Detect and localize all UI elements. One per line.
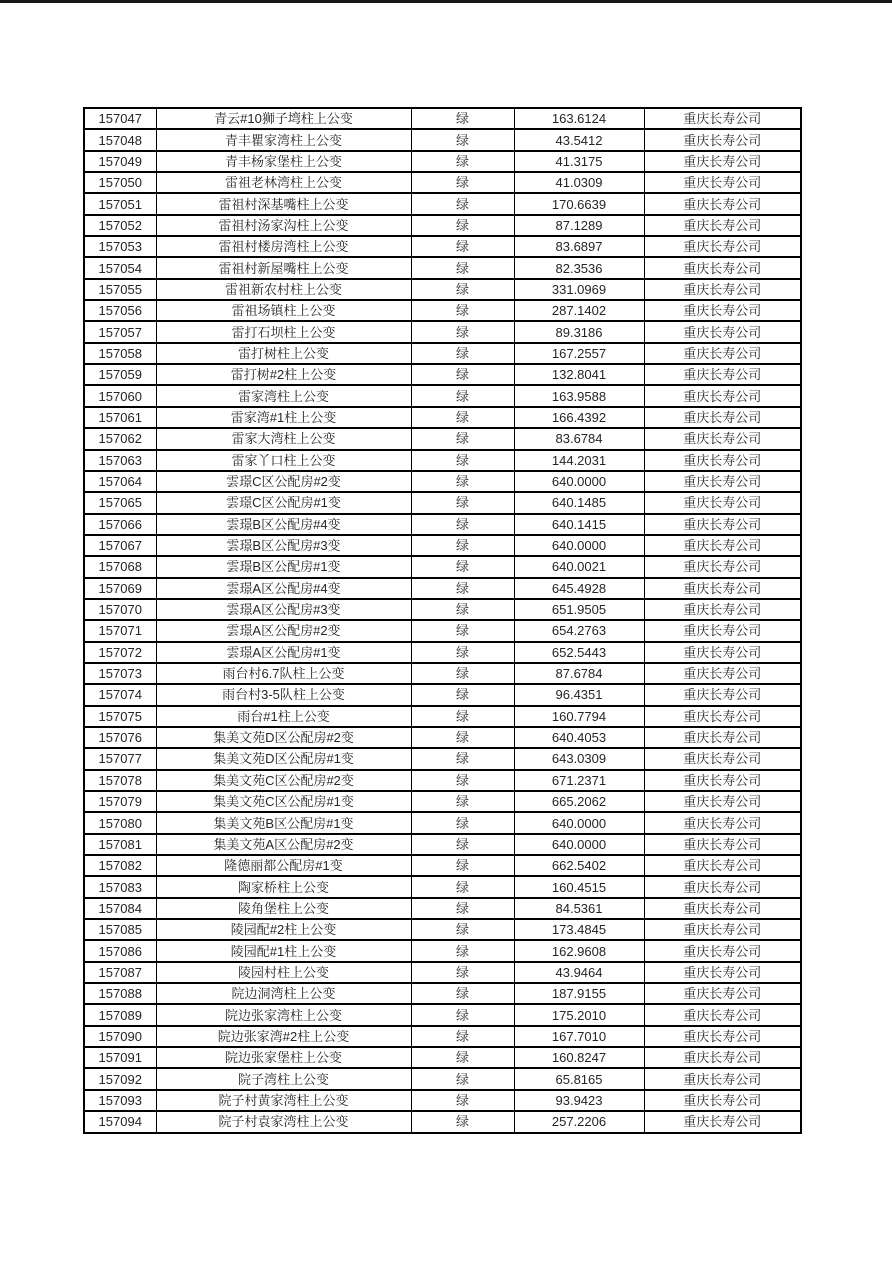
cell-transformer-name: 集美文苑D区公配房#1变 — [156, 748, 411, 769]
cell-row-id: 157059 — [84, 364, 156, 385]
cell-row-id: 157051 — [84, 193, 156, 214]
table-row — [84, 300, 801, 321]
cell-status: 绿 — [411, 450, 514, 471]
cell-value: 41.3175 — [514, 151, 644, 172]
cell-status: 绿 — [411, 343, 514, 364]
cell-value: 93.9423 — [514, 1090, 644, 1111]
cell-row-id: 157089 — [84, 1004, 156, 1025]
cell-row-id: 157084 — [84, 898, 156, 919]
page-top-rule — [0, 0, 892, 3]
cell-company: 重庆长寿公司 — [644, 450, 801, 471]
cell-value: 87.1289 — [514, 215, 644, 236]
cell-transformer-name: 雲璟A区公配房#3变 — [156, 599, 411, 620]
cell-value: 84.5361 — [514, 898, 644, 919]
cell-transformer-name: 雷家大湾柱上公变 — [156, 428, 411, 449]
cell-row-id: 157067 — [84, 535, 156, 556]
cell-company: 重庆长寿公司 — [644, 1026, 801, 1047]
cell-transformer-name: 青丰瞿家湾柱上公变 — [156, 129, 411, 150]
cell-status: 绿 — [411, 428, 514, 449]
cell-transformer-name: 陶家桥柱上公变 — [156, 876, 411, 897]
table-row — [84, 236, 801, 257]
cell-row-id: 157070 — [84, 599, 156, 620]
table-row — [84, 748, 801, 769]
cell-value: 144.2031 — [514, 450, 644, 471]
table-row — [84, 108, 801, 129]
table-row — [84, 1047, 801, 1068]
cell-status: 绿 — [411, 727, 514, 748]
cell-company: 重庆长寿公司 — [644, 215, 801, 236]
cell-company: 重庆长寿公司 — [644, 940, 801, 961]
cell-status: 绿 — [411, 300, 514, 321]
cell-value: 166.4392 — [514, 407, 644, 428]
cell-company: 重庆长寿公司 — [644, 343, 801, 364]
cell-company: 重庆长寿公司 — [644, 727, 801, 748]
cell-transformer-name: 雷打树#2柱上公变 — [156, 364, 411, 385]
cell-row-id: 157048 — [84, 129, 156, 150]
cell-transformer-name: 陵园配#1柱上公变 — [156, 940, 411, 961]
cell-status: 绿 — [411, 770, 514, 791]
cell-transformer-name: 雲璟A区公配房#4变 — [156, 578, 411, 599]
cell-company: 重庆长寿公司 — [644, 492, 801, 513]
cell-status: 绿 — [411, 535, 514, 556]
cell-status: 绿 — [411, 172, 514, 193]
cell-value: 160.8247 — [514, 1047, 644, 1068]
cell-row-id: 157065 — [84, 492, 156, 513]
cell-value: 640.0000 — [514, 471, 644, 492]
cell-transformer-name: 雷祖老林湾柱上公变 — [156, 172, 411, 193]
cell-company: 重庆长寿公司 — [644, 428, 801, 449]
cell-row-id: 157049 — [84, 151, 156, 172]
cell-status: 绿 — [411, 684, 514, 705]
cell-status: 绿 — [411, 962, 514, 983]
cell-row-id: 157073 — [84, 663, 156, 684]
table-row — [84, 1026, 801, 1047]
cell-value: 160.4515 — [514, 876, 644, 897]
table-row — [84, 492, 801, 513]
cell-row-id: 157050 — [84, 172, 156, 193]
cell-row-id: 157053 — [84, 236, 156, 257]
cell-company: 重庆长寿公司 — [644, 1068, 801, 1089]
cell-row-id: 157077 — [84, 748, 156, 769]
table-row — [84, 727, 801, 748]
cell-row-id: 157064 — [84, 471, 156, 492]
table-row — [84, 620, 801, 641]
cell-value: 257.2206 — [514, 1111, 644, 1132]
table-row — [84, 770, 801, 791]
cell-status: 绿 — [411, 471, 514, 492]
cell-transformer-name: 雷祖村深基嘴柱上公变 — [156, 193, 411, 214]
cell-company: 重庆长寿公司 — [644, 1004, 801, 1025]
cell-value: 87.6784 — [514, 663, 644, 684]
cell-status: 绿 — [411, 898, 514, 919]
cell-company: 重庆长寿公司 — [644, 556, 801, 577]
cell-row-id: 157085 — [84, 919, 156, 940]
table-row — [84, 343, 801, 364]
cell-company: 重庆长寿公司 — [644, 791, 801, 812]
cell-value: 89.3186 — [514, 321, 644, 342]
table-container — [83, 107, 800, 1134]
cell-transformer-name: 院边洞湾柱上公变 — [156, 983, 411, 1004]
cell-value: 170.6639 — [514, 193, 644, 214]
cell-company: 重庆长寿公司 — [644, 770, 801, 791]
cell-status: 绿 — [411, 215, 514, 236]
cell-value: 43.5412 — [514, 129, 644, 150]
cell-company: 重庆长寿公司 — [644, 834, 801, 855]
cell-company: 重庆长寿公司 — [644, 300, 801, 321]
cell-company: 重庆长寿公司 — [644, 642, 801, 663]
table-row — [84, 791, 801, 812]
cell-transformer-name: 雷家湾柱上公变 — [156, 385, 411, 406]
cell-row-id: 157058 — [84, 343, 156, 364]
cell-value: 665.2062 — [514, 791, 644, 812]
cell-status: 绿 — [411, 876, 514, 897]
cell-company: 重庆长寿公司 — [644, 364, 801, 385]
cell-transformer-name: 陵园村柱上公变 — [156, 962, 411, 983]
cell-transformer-name: 院边张家湾#2柱上公变 — [156, 1026, 411, 1047]
table-row — [84, 983, 801, 1004]
cell-row-id: 157063 — [84, 450, 156, 471]
cell-company: 重庆长寿公司 — [644, 898, 801, 919]
cell-transformer-name: 雨台村6.7队柱上公变 — [156, 663, 411, 684]
cell-value: 82.3536 — [514, 257, 644, 278]
cell-row-id: 157055 — [84, 279, 156, 300]
cell-transformer-name: 雨台村3-5队柱上公变 — [156, 684, 411, 705]
table-row — [84, 215, 801, 236]
cell-value: 162.9608 — [514, 940, 644, 961]
cell-transformer-name: 雲璟B区公配房#4变 — [156, 514, 411, 535]
cell-status: 绿 — [411, 407, 514, 428]
cell-company: 重庆长寿公司 — [644, 172, 801, 193]
cell-transformer-name: 青丰杨家堡柱上公变 — [156, 151, 411, 172]
cell-status: 绿 — [411, 364, 514, 385]
table-row — [84, 321, 801, 342]
cell-row-id: 157079 — [84, 791, 156, 812]
cell-value: 43.9464 — [514, 962, 644, 983]
cell-row-id: 157047 — [84, 108, 156, 129]
table-row — [84, 129, 801, 150]
cell-company: 重庆长寿公司 — [644, 108, 801, 129]
cell-company: 重庆长寿公司 — [644, 535, 801, 556]
table-row — [84, 1004, 801, 1025]
cell-transformer-name: 雨台#1柱上公变 — [156, 706, 411, 727]
table-row — [84, 257, 801, 278]
cell-value: 65.8165 — [514, 1068, 644, 1089]
cell-row-id: 157069 — [84, 578, 156, 599]
cell-status: 绿 — [411, 1004, 514, 1025]
cell-row-id: 157068 — [84, 556, 156, 577]
table-row — [84, 1111, 801, 1132]
table-row — [84, 663, 801, 684]
table-body — [84, 108, 801, 1133]
cell-row-id: 157054 — [84, 257, 156, 278]
cell-value: 640.0021 — [514, 556, 644, 577]
cell-value: 163.9588 — [514, 385, 644, 406]
cell-status: 绿 — [411, 151, 514, 172]
cell-company: 重庆长寿公司 — [644, 1047, 801, 1068]
cell-company: 重庆长寿公司 — [644, 1111, 801, 1132]
cell-value: 640.1415 — [514, 514, 644, 535]
cell-status: 绿 — [411, 385, 514, 406]
cell-value: 163.6124 — [514, 108, 644, 129]
cell-row-id: 157078 — [84, 770, 156, 791]
cell-company: 重庆长寿公司 — [644, 151, 801, 172]
table-row — [84, 706, 801, 727]
cell-company: 重庆长寿公司 — [644, 321, 801, 342]
cell-transformer-name: 雲璟B区公配房#1变 — [156, 556, 411, 577]
table-row — [84, 556, 801, 577]
cell-value: 640.0000 — [514, 834, 644, 855]
cell-transformer-name: 雷祖村汤家沟柱上公变 — [156, 215, 411, 236]
cell-status: 绿 — [411, 599, 514, 620]
table-row — [84, 599, 801, 620]
cell-transformer-name: 陵角堡柱上公变 — [156, 898, 411, 919]
cell-status: 绿 — [411, 279, 514, 300]
cell-company: 重庆长寿公司 — [644, 812, 801, 833]
cell-value: 132.8041 — [514, 364, 644, 385]
cell-value: 640.1485 — [514, 492, 644, 513]
cell-transformer-name: 集美文苑C区公配房#1变 — [156, 791, 411, 812]
cell-company: 重庆长寿公司 — [644, 684, 801, 705]
table-row — [84, 535, 801, 556]
cell-status: 绿 — [411, 129, 514, 150]
cell-transformer-name: 集美文苑B区公配房#1变 — [156, 812, 411, 833]
cell-company: 重庆长寿公司 — [644, 385, 801, 406]
table-row — [84, 1090, 801, 1111]
cell-status: 绿 — [411, 791, 514, 812]
cell-status: 绿 — [411, 578, 514, 599]
cell-transformer-name: 雷祖新农村柱上公变 — [156, 279, 411, 300]
table-row — [84, 172, 801, 193]
cell-status: 绿 — [411, 1068, 514, 1089]
cell-transformer-name: 院边张家堡柱上公变 — [156, 1047, 411, 1068]
cell-status: 绿 — [411, 492, 514, 513]
cell-row-id: 157082 — [84, 855, 156, 876]
transformer-table — [83, 107, 802, 1134]
cell-status: 绿 — [411, 620, 514, 641]
cell-company: 重庆长寿公司 — [644, 962, 801, 983]
cell-transformer-name: 院子村袁家湾柱上公变 — [156, 1111, 411, 1132]
cell-company: 重庆长寿公司 — [644, 748, 801, 769]
cell-status: 绿 — [411, 919, 514, 940]
cell-status: 绿 — [411, 556, 514, 577]
cell-transformer-name: 院子村黄家湾柱上公变 — [156, 1090, 411, 1111]
cell-company: 重庆长寿公司 — [644, 407, 801, 428]
cell-company: 重庆长寿公司 — [644, 706, 801, 727]
cell-transformer-name: 雲璟A区公配房#2变 — [156, 620, 411, 641]
cell-status: 绿 — [411, 642, 514, 663]
table-row — [84, 642, 801, 663]
cell-transformer-name: 雷家丫口柱上公变 — [156, 450, 411, 471]
cell-transformer-name: 雲璟A区公配房#1变 — [156, 642, 411, 663]
cell-value: 96.4351 — [514, 684, 644, 705]
table-row — [84, 407, 801, 428]
cell-transformer-name: 集美文苑A区公配房#2变 — [156, 834, 411, 855]
cell-status: 绿 — [411, 940, 514, 961]
cell-value: 654.2763 — [514, 620, 644, 641]
cell-status: 绿 — [411, 812, 514, 833]
cell-value: 173.4845 — [514, 919, 644, 940]
cell-value: 643.0309 — [514, 748, 644, 769]
cell-transformer-name: 雷家湾#1柱上公变 — [156, 407, 411, 428]
cell-row-id: 157088 — [84, 983, 156, 1004]
cell-transformer-name: 雲璟C区公配房#1变 — [156, 492, 411, 513]
cell-status: 绿 — [411, 748, 514, 769]
cell-status: 绿 — [411, 1047, 514, 1068]
table-row — [84, 962, 801, 983]
table-row — [84, 876, 801, 897]
cell-transformer-name: 院边张家湾柱上公变 — [156, 1004, 411, 1025]
cell-status: 绿 — [411, 514, 514, 535]
cell-row-id: 157076 — [84, 727, 156, 748]
cell-value: 160.7794 — [514, 706, 644, 727]
cell-row-id: 157092 — [84, 1068, 156, 1089]
table-row — [84, 364, 801, 385]
cell-row-id: 157093 — [84, 1090, 156, 1111]
cell-transformer-name: 雲璟B区公配房#3变 — [156, 535, 411, 556]
cell-value: 175.2010 — [514, 1004, 644, 1025]
cell-value: 651.9505 — [514, 599, 644, 620]
cell-transformer-name: 雷祖村楼房湾柱上公变 — [156, 236, 411, 257]
cell-transformer-name: 青云#10狮子塆柱上公变 — [156, 108, 411, 129]
table-row — [84, 812, 801, 833]
cell-value: 41.0309 — [514, 172, 644, 193]
cell-value: 167.7010 — [514, 1026, 644, 1047]
cell-transformer-name: 雷祖场镇柱上公变 — [156, 300, 411, 321]
cell-company: 重庆长寿公司 — [644, 876, 801, 897]
cell-row-id: 157072 — [84, 642, 156, 663]
cell-transformer-name: 雲璟C区公配房#2变 — [156, 471, 411, 492]
cell-row-id: 157061 — [84, 407, 156, 428]
table-row — [84, 898, 801, 919]
cell-row-id: 157057 — [84, 321, 156, 342]
table-row — [84, 385, 801, 406]
cell-value: 167.2557 — [514, 343, 644, 364]
table-row — [84, 151, 801, 172]
cell-status: 绿 — [411, 983, 514, 1004]
cell-row-id: 157094 — [84, 1111, 156, 1132]
cell-value: 83.6784 — [514, 428, 644, 449]
cell-status: 绿 — [411, 834, 514, 855]
cell-transformer-name: 集美文苑D区公配房#2变 — [156, 727, 411, 748]
cell-transformer-name: 雷打树柱上公变 — [156, 343, 411, 364]
table-row — [84, 1068, 801, 1089]
cell-status: 绿 — [411, 236, 514, 257]
cell-status: 绿 — [411, 706, 514, 727]
cell-company: 重庆长寿公司 — [644, 236, 801, 257]
cell-status: 绿 — [411, 1111, 514, 1132]
cell-row-id: 157074 — [84, 684, 156, 705]
cell-value: 287.1402 — [514, 300, 644, 321]
cell-company: 重庆长寿公司 — [644, 129, 801, 150]
cell-company: 重庆长寿公司 — [644, 1090, 801, 1111]
cell-value: 187.9155 — [514, 983, 644, 1004]
cell-company: 重庆长寿公司 — [644, 919, 801, 940]
cell-company: 重庆长寿公司 — [644, 620, 801, 641]
cell-status: 绿 — [411, 1090, 514, 1111]
cell-value: 640.0000 — [514, 535, 644, 556]
table-row — [84, 450, 801, 471]
cell-value: 671.2371 — [514, 770, 644, 791]
cell-status: 绿 — [411, 855, 514, 876]
table-row — [84, 279, 801, 300]
cell-company: 重庆长寿公司 — [644, 578, 801, 599]
cell-row-id: 157060 — [84, 385, 156, 406]
cell-value: 640.4053 — [514, 727, 644, 748]
cell-transformer-name: 陵园配#2柱上公变 — [156, 919, 411, 940]
cell-value: 331.0969 — [514, 279, 644, 300]
cell-company: 重庆长寿公司 — [644, 599, 801, 620]
cell-row-id: 157087 — [84, 962, 156, 983]
cell-company: 重庆长寿公司 — [644, 855, 801, 876]
cell-transformer-name: 院子湾柱上公变 — [156, 1068, 411, 1089]
cell-row-id: 157062 — [84, 428, 156, 449]
cell-company: 重庆长寿公司 — [644, 279, 801, 300]
cell-company: 重庆长寿公司 — [644, 663, 801, 684]
cell-value: 645.4928 — [514, 578, 644, 599]
cell-status: 绿 — [411, 193, 514, 214]
cell-status: 绿 — [411, 108, 514, 129]
cell-value: 83.6897 — [514, 236, 644, 257]
cell-row-id: 157056 — [84, 300, 156, 321]
table-row — [84, 514, 801, 535]
cell-transformer-name: 隆德丽都公配房#1变 — [156, 855, 411, 876]
table-row — [84, 855, 801, 876]
table-row — [84, 428, 801, 449]
cell-status: 绿 — [411, 321, 514, 342]
cell-value: 652.5443 — [514, 642, 644, 663]
cell-row-id: 157091 — [84, 1047, 156, 1068]
table-row — [84, 193, 801, 214]
cell-row-id: 157071 — [84, 620, 156, 641]
cell-transformer-name: 雷祖村新屋嘴柱上公变 — [156, 257, 411, 278]
cell-company: 重庆长寿公司 — [644, 193, 801, 214]
cell-row-id: 157086 — [84, 940, 156, 961]
cell-row-id: 157066 — [84, 514, 156, 535]
table-row — [84, 684, 801, 705]
cell-company: 重庆长寿公司 — [644, 983, 801, 1004]
cell-status: 绿 — [411, 663, 514, 684]
cell-row-id: 157052 — [84, 215, 156, 236]
table-row — [84, 940, 801, 961]
cell-transformer-name: 集美文苑C区公配房#2变 — [156, 770, 411, 791]
cell-status: 绿 — [411, 1026, 514, 1047]
cell-row-id: 157080 — [84, 812, 156, 833]
cell-row-id: 157090 — [84, 1026, 156, 1047]
cell-company: 重庆长寿公司 — [644, 257, 801, 278]
cell-row-id: 157083 — [84, 876, 156, 897]
cell-transformer-name: 雷打石坝柱上公变 — [156, 321, 411, 342]
cell-row-id: 157075 — [84, 706, 156, 727]
table-row — [84, 578, 801, 599]
table-row — [84, 471, 801, 492]
cell-company: 重庆长寿公司 — [644, 514, 801, 535]
cell-status: 绿 — [411, 257, 514, 278]
cell-company: 重庆长寿公司 — [644, 471, 801, 492]
table-row — [84, 919, 801, 940]
table-row — [84, 834, 801, 855]
cell-value: 640.0000 — [514, 812, 644, 833]
cell-row-id: 157081 — [84, 834, 156, 855]
cell-value: 662.5402 — [514, 855, 644, 876]
